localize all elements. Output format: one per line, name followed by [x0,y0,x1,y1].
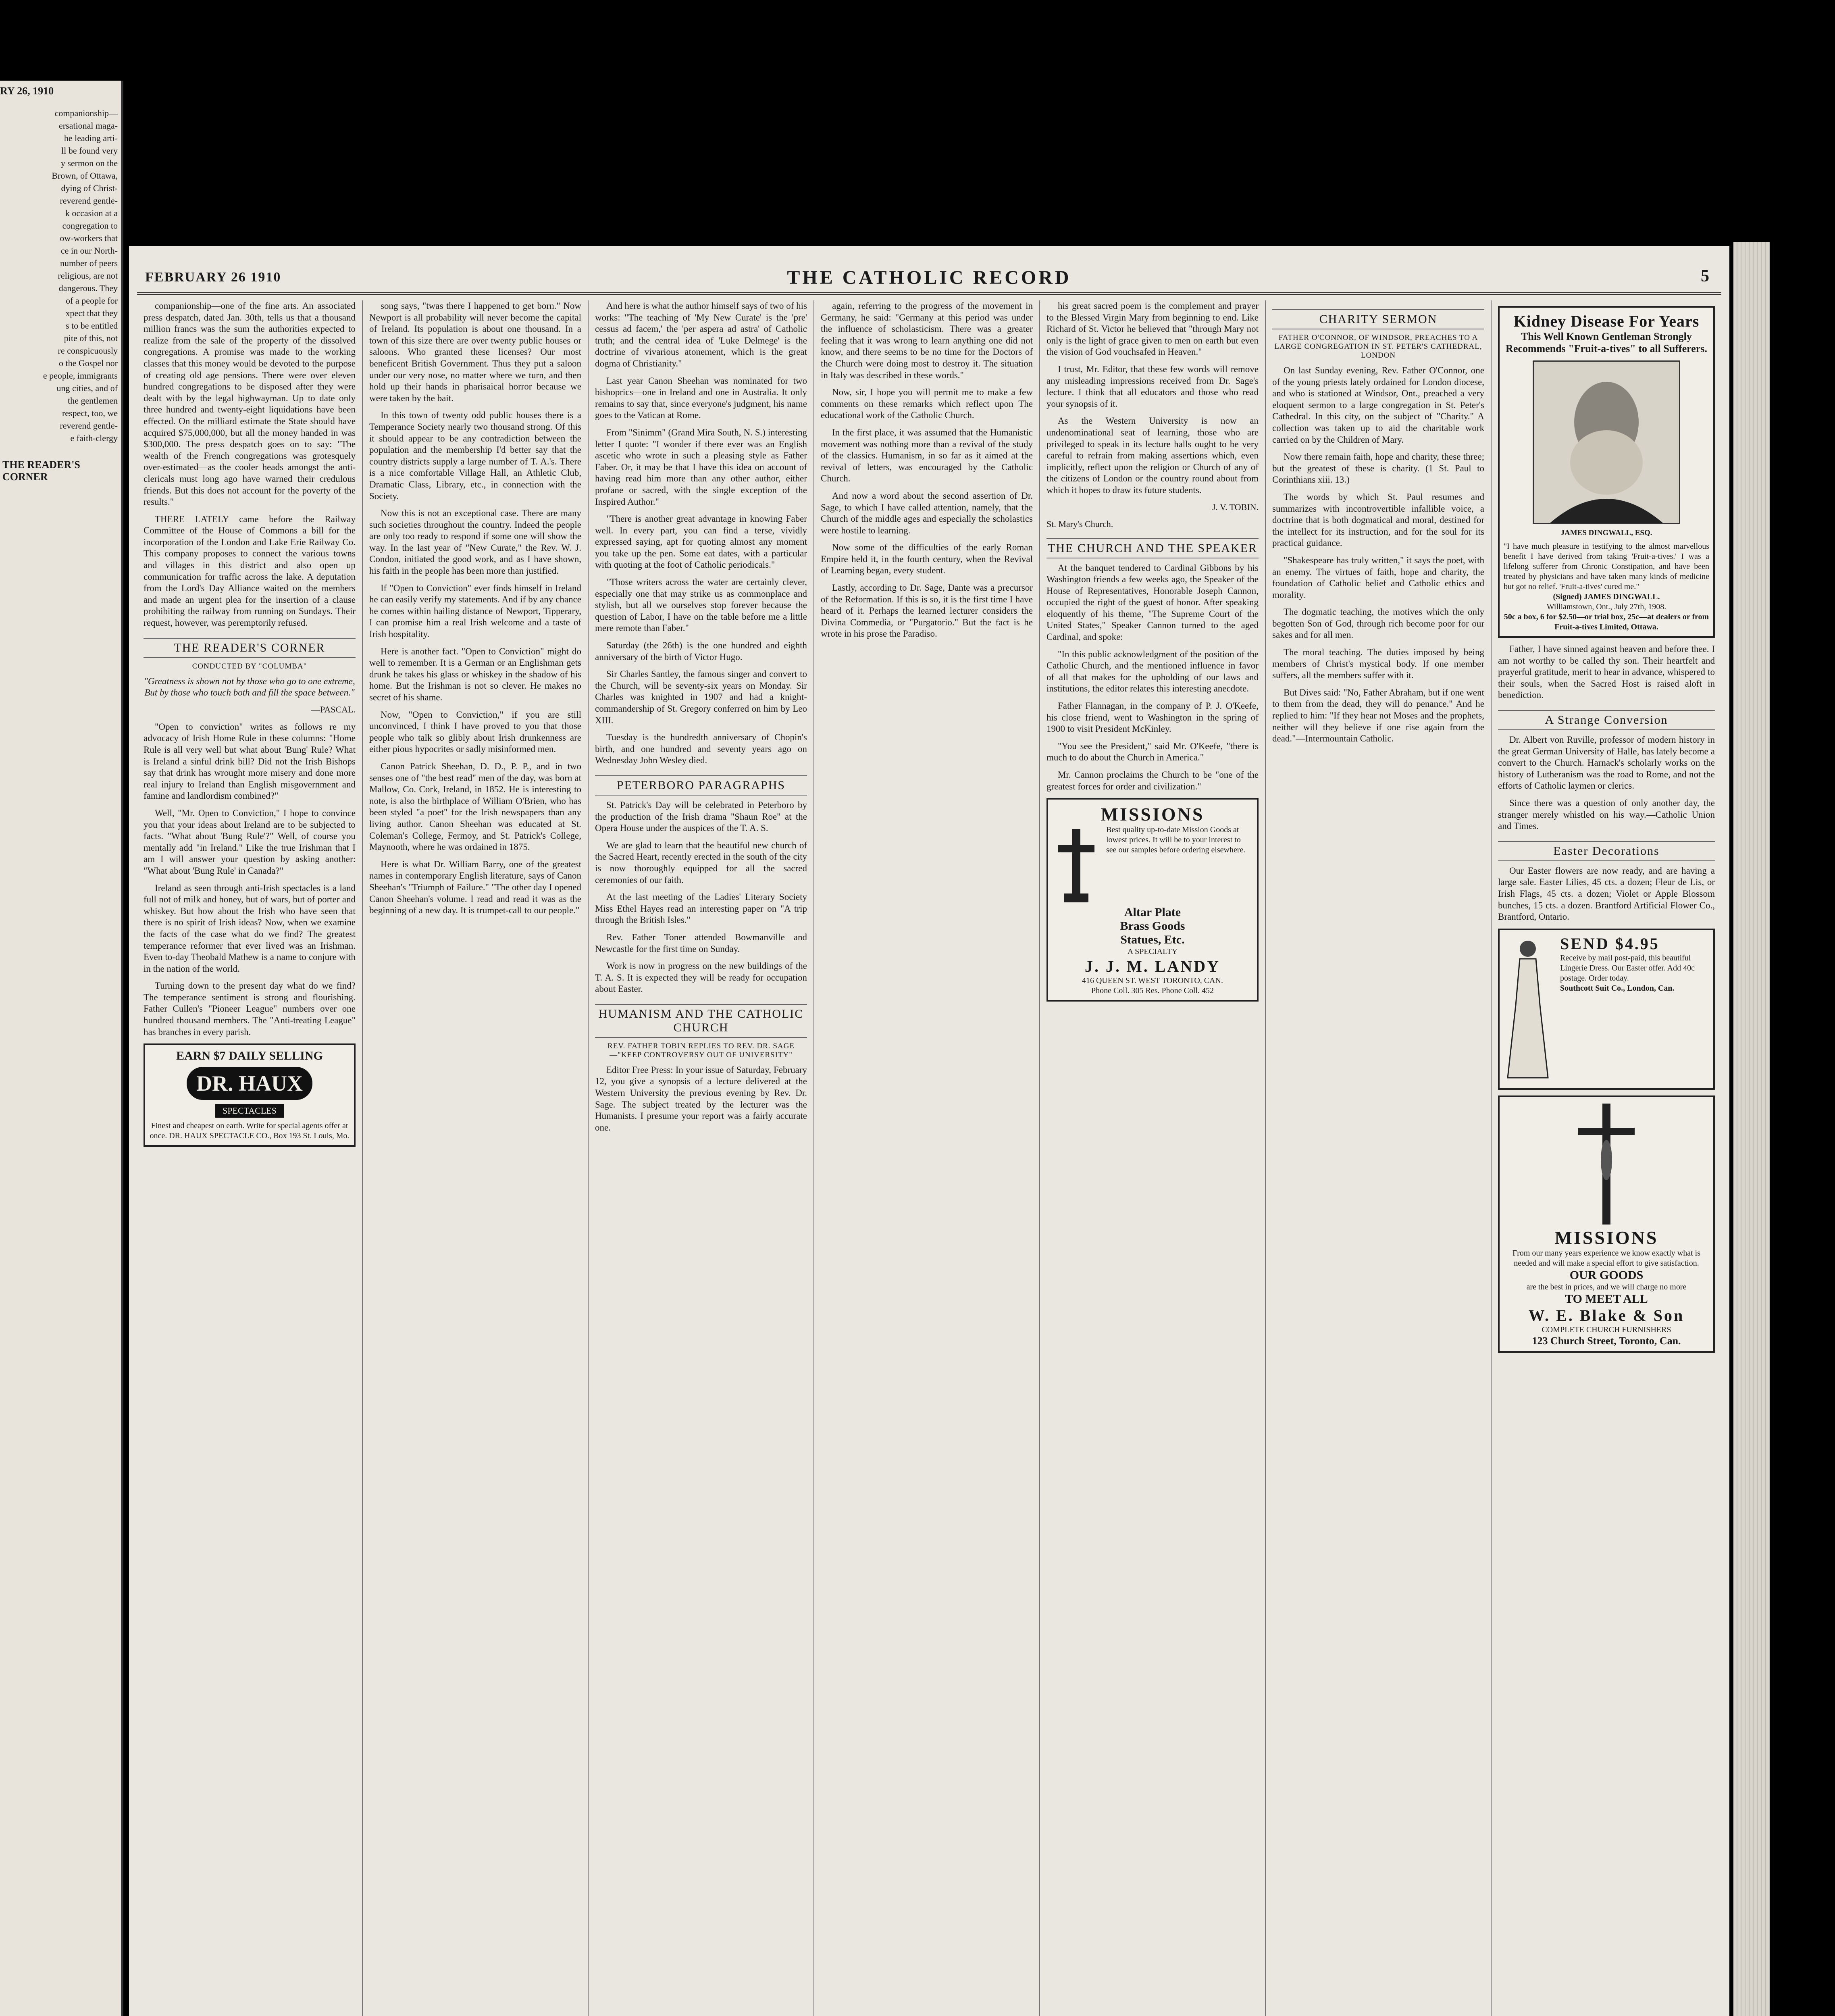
prev-page-line: dangerous. They [58,283,118,293]
ad-headline: EARN $7 DAILY SELLING [176,1049,323,1063]
article-paragraph: In the first place, it was assumed that the Humanistic movement was nothing more than a revival of the study of the classics. Humanism, in so far as it aimed at the revival of letters, was encouraged by the Catholic Church. [821,427,1033,484]
ad-price: 50c a box, 6 for $2.50—or trial box, 25c—at dealers or from Fruit-a-tives Limited, Ottawa. [1504,612,1709,631]
column-6 [1266,300,1492,2016]
fruit-a-tives-ad [1498,306,1715,638]
section-subtitle: FATHER O'CONNOR, OF WINDSOR, PREACHES TO A LARGE CONGREGATION IN ST. PETER'S CATHEDRAL, LONDON [1274,333,1482,360]
article-paragraph: As the Western University is now an undenominational seat of learning, those who are privileged to speak in its lecture halls ought to be very careful to refrain from making assertions which, even implicitly, reflect upon the religion or Church of any of the citizens of London or the country round about from which it hopes to draw its future students. [1046,416,1259,495]
dr-haux-ad [144,1043,356,1147]
dress-illustration [1504,937,1552,1082]
ad-address: 123 Church Street, Toronto, Can. [1532,1335,1681,1347]
article-paragraph: But Dives said: "No, Father Abraham, but if one went to them from the dead, they will do penance." And he replied to him: "If they hear not Moses and the prophets, neither will they believe if one rise again from the dead."—Intermountain Catholic. [1272,687,1484,744]
prev-page-line: number of peers [60,258,118,268]
article-paragraph: "Those writers across the water are certainly clever, especially one that may strike us as commonplace and stylish, but all we ourselves stop forever because the question of Labor, I have on the table before me a little mere remote than Faber." [595,577,807,633]
landy-missions-ad [1046,798,1259,1002]
article-paragraph: Editor Free Press: In your issue of Saturday, February 12, you give a synopsis of a lecture delivered at the Western University the previous evening by Rev. Dr. Sage. The subject treated by the lecturer was the Humanists. I presume your report was a fairly accurate one. [595,1064,807,1133]
article-paragraph: At the banquet tendered to Cardinal Gibbons by his Washington friends a few weeks ago, the Speaker of the House of Representatives, Honorable Joseph Cannon, occupied the right of the guest of honor. After speaking eloquently of his theme, "The Supreme Court of the United States," Speaker Cannon turned to the aged Cardinal, and spoke: [1046,562,1259,642]
ad-product: SPECTACLES [215,1104,284,1118]
prev-page-line: reverend gentle- [60,421,118,431]
quote: "Greatness is shown not by those who go to one extreme, But by those who touch both and fill the space between." [144,676,355,698]
article-paragraph: Father, I have sinned against heaven and before thee. I am not worthy to be called thy son. Their heartfelt and prayerful gratitude, merit to hear in advance, whispered to their souls, when the Sacred Host is raised aloft in benediction. [1498,644,1715,700]
ad-phones: Phone Coll. 305 Res. Phone Coll. 452 [1091,986,1214,996]
ad-address: 416 QUEEN ST. WEST TORONTO, CAN. [1082,976,1223,985]
section-title: A Strange Conversion [1498,710,1715,730]
article-paragraph: "In this public acknowledgment of the position of the Catholic Church, and the mentioned influence in favor of all that makes for the upholding of our laws and institutions, the editor relates this interesting anecdote. [1046,649,1259,694]
ad-firm: J. J. M. LANDY [1085,957,1220,976]
article-paragraph: "You see the President," said Mr. O'Keefe, "there is much to do about the Church in America." [1046,741,1259,763]
ad-headline: SEND $4.95 [1560,934,1660,953]
prev-page-line: he leading arti- [64,133,118,143]
article-paragraph: Now, sir, I hope you will permit me to make a few comments on these remarks which reflect upon The educational work of the Catholic Church. [821,387,1033,421]
article-paragraph: Here is what Dr. William Barry, one of the greatest names in contemporary English literature, says of Canon Sheehan's "Triumph of Failure." "The other day I opened Canon Sheehan's volume. I read and read it was as the beginning of a new day. It is trumpet-call to our people." [369,859,581,916]
prev-page-line: ung cities, and of [56,383,118,393]
article-paragraph: Ireland as seen through anti-Irish spectacles is a land full not of milk and honey, but of wars, but of porter and whiskey. But how about the Irish who have seen that there is no spirit of Irish ideas? Now, when we examine the facts of the case what do we find? The greatest temperance reformer that ever lived was an Irishman. Even to-day Theobald Mathew is a name to conjure with in the nation of the world. [144,883,356,974]
article-paragraph: Dr. Albert von Ruville, professor of modern history in the great German University of Halle, has lately become a convert to the Church. Harnack's scholarly works on the history of Lutheranism was the road to Rome, and not the efforts of Catholic laymen or clerics. [1498,734,1715,791]
article-paragraph: At the last meeting of the Ladies' Literary Society Miss Ethel Hayes read an interesting paper on "A trip through the British Isles." [595,892,807,925]
article-paragraph: In this town of twenty odd public houses there is a Temperance Society nearly two thousand strong. Of this it should appear to be any contradiction between the population and the membership I'd better say that the country districts supply a large number of T. A.'s. There is a nice comfortable Village Hall, an Athletic Club, Dramatic Class, Library, etc., in connection with the Society. [369,410,581,501]
ad-text: Receive by mail post-paid, this beautiful Lingerie Dress. Our Easter offer. Add 40c postage. Order today. [1560,953,1695,983]
prev-page-line: s to be entitled [66,321,118,331]
article-paragraph: Now there remain faith, hope and charity, these three; but the greatest of these is charity. (1 St. Paul to Corinthians xiii. 13.) [1272,452,1484,485]
article-paragraph: The moral teaching. The duties imposed by being members of Christ's mystical body. If one member suffers, all the members suffer with it. [1272,647,1484,681]
prev-page-line: dying of Christ- [61,183,118,193]
page-number: 5 [1701,267,1709,285]
crucifix-illustration [1574,1104,1639,1225]
article-paragraph: Here is another fact. "Open to Conviction" might do well to remember. It is a German or an Englishman gets drunk he takes his glass or whiskey in the shadow of his home. But the Irishman is not so clever. He makes no secret of his shame. [369,646,581,702]
article-paragraph: And now a word about the second assertion of Dr. Sage, to which I have called attention, namely, that the Church of the middle ages and especially the scholastics were hostile to learning. [821,490,1033,535]
prev-page-line: k occasion at a [65,208,118,218]
article-paragraph: Mr. Cannon proclaims the Church to be "one of the greatest forces for order and civilization." [1046,770,1259,791]
issue-date: FEBRUARY 26 1910 [145,270,281,285]
ad-firm: Southcott Suit Co., London, Can. [1560,983,1675,993]
article-paragraph: "Shakespeare has truly written," it says the poet, with an enemy. The virtues of faith, hope and charity, the foundation of Catholic belief and Catholic ethics and morality. [1272,555,1484,600]
article-paragraph: If "Open to Conviction" ever finds himself in Ireland he can easily verify my statements. And if by any chance he comes within hailing distance of Newport, Tipperary, I can promise him a real Irish welcome and a taste of Irish hospitality. [369,583,581,639]
column-5 [1040,300,1266,2016]
article-paragraph: Father Flannagan, in the company of P. J. O'Keefe, his close friend, went to Washington in the spring of 1900 to visit President McKinley. [1046,701,1259,734]
prev-page-line: ll be found very [61,146,118,156]
prev-page-line: xpect that they [65,308,118,318]
ad-headline: Kidney Disease For Years [1513,312,1700,330]
article-paragraph: THERE LATELY came before the Railway Committee of the House of Commons a bill for the incorporation of the London and Lake Erie Railway Co. This company proposes to connect the various towns and villages in this district and also open up communication for traffic across the lake. A deputation from the Lord's Day Alliance waited on the members and made an urgent plea for the insertion of a clause prohibiting the railway from running on Sundays. Their request, however, was peremptorily refused. [144,514,356,628]
ad-line: Brass Goods [1120,919,1185,933]
send-dress-ad [1498,929,1715,1090]
article-paragraph: Lastly, according to Dr. Sage, Dante was a precursor of the Reformation. If this is so, it is the first time I have heard of it. Perhaps the learned lecturer considers the Divina Commedia, or "Purgatorio." But the fact is he wrote in his prose the Paradiso. [821,583,1033,639]
section-subtitle: CONDUCTED BY "COLUMBA" [192,662,307,671]
ad-firm: W. E. Blake & Son [1528,1306,1685,1325]
ad-body: "I have much pleasure in testifying to the almost marvellous benefit I have derived from taking 'Fruit-a-tives.' I was a lifelong sufferer from Chronic Constipation, and have been treated by physicians and have taken many kinds of medicine but got no relief. 'Fruit-a-tives' cured me." [1504,542,1709,591]
prev-page-text [0,107,121,483]
ad-text: Finest and cheapest on earth. Write for special agents offer at once. DR. HAUX SPECTACLE CO., Box 193 St. Louis, Mo. [150,1121,350,1141]
article-paragraph: companionship—one of the fine arts. An associated press despatch, dated Jan. 30th, tells us that a thousand million francs was the sum the authorities expected to realize from the sale of the property of the dissolved congregations. A promise was made to the working classes that this money would be devoted to the purpose of creating old age pensions. There were over eleven hundred congregations to be disposed after they were dealt with by the legal highwayman. Up to date only three hundred and twenty-eight liquidations have been effected. On the milliard estimate the State should have acquired $75,000,000, but all the money handed in was $300,000. The press despatch goes on to say: "The wealth of the French congregations was grotesquely over-estimated—as the cooler heads amongst the anti-clericals must long ago have warned their credulous friends. But this does not account for the poverty of the results." [144,301,356,507]
quote-signature: —PASCAL. [311,704,356,714]
letter-place: St. Mary's Church. [1046,519,1113,529]
article-paragraph: The words by which St. Paul resumes and summarizes with incontrovertible infallible voice, a doctrine that is both dogmatical and moral, destined for the intellect for its instruction, and for the soul for its practical guidance. [1272,492,1484,548]
altar-cross-illustration [1052,825,1101,906]
article-paragraph: Since there was a question of only another day, the stranger merely whistled on his way.—Catholic Union and Times. [1498,798,1715,831]
prev-page-line: e people, immigrants [43,371,118,381]
ad-signed: (Signed) JAMES DINGWALL. [1553,592,1660,601]
ad-line: Statues, Etc. [1120,933,1185,947]
newspaper-page [129,246,1729,2016]
article-paragraph: "Open to conviction" writes as follows re my advocacy of Irish Home Rule in these columns: "Home Rule is all very well but what about 'Bung' Rule? What is Ireland a sinful drink bill? Did not the Irish Bishops say that drink has wrought more misery and done more real injury to Ireland than English misgovernment and famine and landlordism combined?" [144,721,356,801]
article-paragraph: Work is now in progress on the new buildings of the T. A. S. It is expected they will be ready for occupation about Easter. [595,961,807,994]
prev-page-header: RY 26, 1910 [0,85,54,97]
prev-page-line: companionship— [54,108,118,118]
prev-page-line: religious, are not [58,271,118,281]
article-paragraph: Tuesday is the hundredth anniversary of Chopin's birth, and one hundred and seventy years ago on Wednesday John Wesley died. [595,732,807,766]
portrait-caption: JAMES DINGWALL, ESQ. [1560,529,1652,537]
prev-page-line: ce in our North- [60,246,118,256]
ad-text: From our many years experience we know exactly what is needed and will make a special effort to give satisfaction. [1513,1248,1700,1268]
paper-title: THE CATHOLIC RECORD [787,267,1071,288]
article-paragraph: song says, "twas there I happened to get born." Now Newport is all probability will never become the capital of Ireland. Its population is about one thousand. In a town of this size there are over twenty public houses or saloons. Who granted these licenses? Our most beneficent British Government. Thus they put a saloon under our very nose, no matter where we turn, and then hold up their hands in pharisaical horror because we were taken by the bait. [369,301,581,403]
section-title: HUMANISM AND THE CATHOLIC CHURCH [595,1004,807,1038]
ad-specialty: A SPECIALTY [1127,947,1178,956]
prev-page-line: respect, too, we [62,408,118,418]
prev-page-line: Brown, of Ottawa, [52,171,118,181]
ad-headline: MISSIONS [1101,804,1205,825]
prev-page-line: o the Gospel nor [58,358,118,368]
ad-line: TO MEET ALL [1565,1292,1648,1306]
article-paragraph: Now, "Open to Conviction," if you are still unconvinced, I think I have proved to you that those people who talk so glibly about Irish drunkenness are either pious hypocrites or sadly misinformed men. [369,709,581,754]
prev-page-line: the gentlemen [67,396,118,406]
article-paragraph: Sir Charles Santley, the famous singer and convert to the Church, will be seventy-six years on Monday. Sir Charles was knighted in 1907 and had a knight-commandership of St. Gregory conferred on him by Leo XIII. [595,669,807,725]
article-paragraph: Saturday (the 26th) is the one hundred and eighth anniversary of the birth of Victor Hugo. [595,640,807,662]
article-paragraph: again, referring to the progress of the movement in Germany, he said: "Germany at this period was under the influence of scholasticism. There was a greater feeling that it was wrong to learn anything one did not know, and there seems to be no time for the Doctors of the Church were doing most to destroy it. The situation in Italy was described in these words." [821,301,1033,380]
portrait-illustration [1533,360,1680,524]
column-3 [589,300,814,2016]
article-paragraph: On last Sunday evening, Rev. Father O'Connor, one of the young priests lately ordained for London diocese, and who is stationed at Windsor, Ont., preached a very eloquent sermon to a large congregation in St. Peter's Cathedral. In this city, on the subject of "Charity." A collection was taken up to aid the charitable work carried on by the Children of Mary. [1272,365,1484,445]
section-subtitle: REV. FATHER TOBIN REPLIES TO REV. DR. SAGE—"KEEP CONTROVERSY OUT OF UNIVERSITY" [608,1041,795,1059]
article-paragraph: Turning down to the present day what do we find? The temperance sentiment is strong and flourishing. Father Cullen's "Pioneer League" numbers over one hundred thousand members. The "Anti-treating League" has branches in every parish. [144,981,356,1037]
column-7 [1492,300,1721,2016]
prev-page-line: of a people for [66,296,118,306]
ad-line: OUR GOODS [1569,1268,1644,1282]
article-paragraph: The dogmatic teaching, the motives which the only begotten Son of God, through rich become poor for our sakes and for all men. [1272,607,1484,640]
column-2 [363,300,589,2016]
previous-page-edge [0,81,123,2016]
section-title: PETERBORO PARAGRAPHS [595,775,807,796]
col1-body [144,300,356,629]
ad-line: Altar Plate [1124,906,1181,919]
article-paragraph: Our Easter flowers are now ready, and are having a large sale. Easter Lilies, 45 cts. a dozen; Fleur de Lis, or Irish Flags, 45 cts. a dozen; Violet or Apple Blossom bunches, 15 cts. a dozen. Brantford Artificial Flower Co., Brantford, Ontario. [1498,865,1715,922]
ad-place: Williamstown, Ont., July 27th, 1908. [1546,602,1666,611]
book-edge [1733,242,1770,2016]
article-paragraph: Canon Patrick Sheehan, D. D., P. P., and in two senses one of "the best read" men of the day, was born at Mallow, Co. Cork, Ireland, in 1852. He is interesting to note, is also the birthplace of William O'Brien, who has been styled "a poet" for the Irish newspapers than any living author. Canon Sheehan was educated at St. Coleman's College, Fermoy, and St. Patrick's College, Maynooth, where he was ordained in 1875. [369,761,581,852]
article-paragraph: his great sacred poem is the complement and prayer to the Blessed Virgin Mary from beginning to end. Like Richard of St. Victor he believed that "through Mary not only is the light of grace given to men on earth but even the vision of God vouchsafed in Heaven." [1046,301,1259,357]
section-title: THE CHURCH AND THE SPEAKER [1046,538,1259,558]
article-paragraph: I trust, Mr. Editor, that these few words will remove any misleading impressions received from Dr. Sage's lecture. I think that all educators and those who read your synopsis of it. [1046,364,1259,409]
letter-signature: J. V. TOBIN. [1212,502,1259,512]
article-paragraph: Now this is not an exceptional case. There are many such societies throughout the country. Indeed the people are only too ready to respond if some one will show the way. In the last year of "New Curate," the Rev. W. J. Condon, initiated the good work, and as I have shown, his faith in the people has been more than justified. [369,508,581,576]
article-paragraph: St. Patrick's Day will be celebrated in Peterboro by the production of the Irish drama "Shaun Roe" at the Opera House under the auspices of the T. A. S. [595,800,807,833]
ad-subhead: This Well Known Gentleman Strongly Recommends "Fruit-a-tives" to all Sufferers. [1506,331,1707,354]
ad-headline: MISSIONS [1554,1227,1658,1248]
article-paragraph: "There is another great advantage in knowing Faber well. In every part, you can find a terse, vividly expressed saying, apt for quoting almost any moment you take up the pen. Some eat dates, with a particular with quoting at the foot of Catholic periodicals." [595,514,807,570]
article-paragraph: Last year Canon Sheehan was nominated for two bishoprics—one in Ireland and one in Australia. It only remains to say that, since everyone's judgment, his name goes to the Vatican at Rome. [595,375,807,421]
prev-page-line: ersational maga- [59,121,118,131]
article-paragraph: Well, "Mr. Open to Conviction," I hope to convince you that your ideas about Ireland are to be subjected to facts. "What about 'Bung Rule'?" Well, of course you mentally add "in Ireland." Like the true Irishman that I am I will answer your question by asking another: "What about 'Bung Rule' in Canada?" [144,808,356,876]
ad-tag: COMPLETE CHURCH FURNISHERS [1542,1325,1671,1334]
ad-line: are the best in prices, and we will charge no more [1526,1282,1687,1291]
section-title: CHARITY SERMON [1272,309,1484,329]
article-paragraph: Now some of the difficulties of the early Roman Empire held it, in the fourth century, when the Revival of Learning began, every student. [821,542,1033,576]
prev-page-line: re conspicuously [58,346,118,356]
article-paragraph: Rev. Father Toner attended Bowmanville and Newcastle for the first time on Sunday. [595,932,807,954]
article-paragraph: From "Sinimm" (Grand Mira South, N. S.) interesting letter I quote: "I wonder if there ever was an English ascetic who wrote in such a pleasing style as Father Faber. Or, it may be that I have this idea on account of having read him more than any other author, either profane or sacred, with the single exception of the Inspired Author." [595,427,807,507]
prev-page-section-head: THE READER'S CORNER [2,459,80,483]
ad-text: Best quality up-to-date Mission Goods at lowest prices. It will be to your interest to see our samples before ordering elsewhere. [1106,825,1246,855]
prev-page-line: y sermon on the [60,158,118,168]
column-1 [137,300,363,2016]
ad-brand-logo: DR. HAUX [187,1067,312,1100]
blake-missions-ad [1498,1095,1715,1353]
prev-page-line: ow-workers that [60,233,118,243]
prev-page-line: e faith-clergy [70,433,118,443]
prev-page-line: reverend gentle- [60,196,118,206]
article-paragraph: And here is what the author himself says of two of his works: "The teaching of 'My New Curate' is the 'pre' cessus ad facem,' the 'per aspera ad astra' of Catholic truth; and the central idea of 'Luke Delmege' is the doctrine of vivarious atonement, which is the great dogma of Christianity." [595,301,807,369]
prev-page-line: pite of this, not [64,333,118,343]
prev-page-line: congregation to [62,221,118,231]
column-4 [814,300,1040,2016]
section-title: THE READER'S CORNER [144,638,356,658]
section-title: Easter Decorations [1498,841,1715,861]
masthead [137,264,1721,295]
article-paragraph: We are glad to learn that the beautiful new church of the Sacred Heart, recently erected in the south of the city is now thoroughly equipped for all the sacred ceremonies of our faith. [595,840,807,885]
